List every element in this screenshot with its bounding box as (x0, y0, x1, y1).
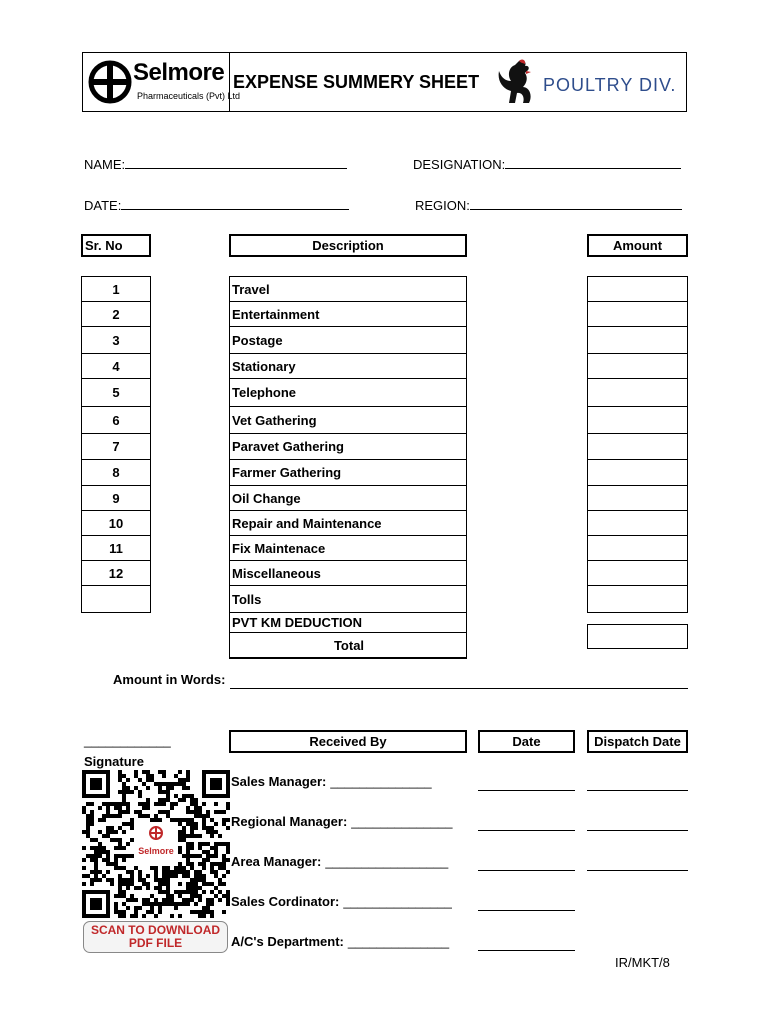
description-cell: Paravet Gathering (230, 434, 467, 460)
role-name: A/C's Department: (231, 934, 344, 949)
description-cell: Miscellaneous (230, 561, 467, 586)
name-field (84, 156, 347, 172)
sr-no-cell: 4 (82, 354, 151, 379)
role-signature-line[interactable]: ______________ (351, 814, 453, 829)
amount-cell[interactable] (588, 302, 688, 327)
name-label: NAME: (84, 157, 126, 172)
description-cell: Vet Gathering (230, 407, 467, 434)
pvt-km-cell: PVT KM DEDUCTION (230, 613, 467, 633)
role-name: Area Manager: (231, 854, 322, 869)
dispatch-date-line[interactable] (587, 830, 688, 831)
amount-cell[interactable] (588, 561, 688, 586)
role-signature-line[interactable]: _______________ (343, 894, 452, 909)
region-label: REGION: (415, 198, 470, 213)
description-cell: Stationary (230, 354, 467, 379)
amount-cell[interactable] (588, 460, 688, 486)
role-name: Sales Manager: (231, 774, 327, 789)
description-header: Description (229, 234, 467, 257)
qr-brand: Selmore (138, 846, 174, 856)
received-by-header: Received By (229, 730, 467, 753)
amount-cell[interactable] (588, 354, 688, 379)
region-field (415, 197, 682, 213)
designation-field (413, 156, 681, 172)
amount-cell[interactable] (588, 327, 688, 354)
signature-line[interactable]: ____________ (84, 733, 171, 748)
sr-no-column (81, 276, 151, 613)
signature-label: Signature (84, 754, 144, 769)
sr-no-cell: 12 (82, 561, 151, 586)
received-role-label (231, 934, 449, 949)
description-cell: Fix Maintenace (230, 536, 467, 561)
role-name: Regional Manager: (231, 814, 348, 829)
sr-no-cell: 1 (82, 277, 151, 302)
rooster-icon (489, 57, 541, 109)
date-line[interactable] (121, 197, 349, 210)
page-title: EXPENSE SUMMERY SHEET (233, 72, 480, 92)
role-signature-line[interactable]: ______________ (330, 774, 432, 789)
received-date-line[interactable] (478, 790, 575, 791)
designation-label: DESIGNATION: (413, 157, 506, 172)
amount-in-words-label: Amount in Words: (113, 672, 226, 687)
role-name: Sales Cordinator: (231, 894, 340, 909)
sr-no-cell: 9 (82, 486, 151, 511)
amount-header: Amount (587, 234, 688, 257)
received-date-line[interactable] (478, 870, 575, 871)
header-box (82, 52, 687, 112)
sr-no-header: Sr. No (81, 234, 151, 257)
role-signature-line[interactable]: _________________ (325, 854, 449, 869)
description-cell: Postage (230, 327, 467, 354)
amount-in-words-line[interactable] (230, 688, 688, 689)
designation-line[interactable] (505, 156, 681, 169)
received-role-label (231, 814, 453, 829)
description-cell: Repair and Maintenance (230, 511, 467, 536)
description-cell: Farmer Gathering (230, 460, 467, 486)
description-cell: Oil Change (230, 486, 467, 511)
description-column (229, 276, 467, 659)
division-name: POULTRY DIV. (543, 75, 677, 95)
received-role-label (231, 894, 452, 909)
total-amount-cell[interactable] (587, 624, 688, 649)
region-line[interactable] (470, 197, 682, 210)
amount-column (587, 276, 688, 613)
sr-no-cell: 10 (82, 511, 151, 536)
selmore-logo-icon (87, 59, 133, 105)
date-field (84, 197, 349, 213)
amount-cell[interactable] (588, 486, 688, 511)
description-cell: Tolls (230, 586, 467, 613)
received-role-label (231, 774, 432, 789)
sr-no-cell (82, 586, 151, 613)
received-role-label (231, 854, 448, 869)
sr-no-cell: 2 (82, 302, 151, 327)
name-line[interactable] (125, 156, 347, 169)
received-date-line[interactable] (478, 950, 575, 951)
sr-no-cell: 11 (82, 536, 151, 561)
description-cell: Travel (230, 277, 467, 302)
company-subtitle: Pharmaceuticals (Pvt) Ltd (137, 91, 241, 101)
sr-no-cell: 3 (82, 327, 151, 354)
date-label: DATE: (84, 198, 122, 213)
qr-code[interactable] (82, 770, 230, 918)
amount-cell[interactable] (588, 536, 688, 561)
sr-no-cell: 5 (82, 379, 151, 407)
sr-no-cell: 8 (82, 460, 151, 486)
qr-center-logo (134, 822, 178, 866)
selmore-mini-logo-icon (148, 825, 164, 841)
amount-cell[interactable] (588, 586, 688, 613)
dispatch-date-line[interactable] (587, 790, 688, 791)
description-cell: Entertainment (230, 302, 467, 327)
received-date-line[interactable] (478, 910, 575, 911)
total-cell: Total (230, 633, 467, 659)
role-signature-line[interactable]: ______________ (347, 934, 450, 949)
company-logo (83, 53, 241, 111)
form-code: IR/MKT/8 (615, 955, 670, 970)
scan-download-button[interactable]: SCAN TO DOWNLOAD PDF FILE (83, 921, 228, 953)
sr-no-cell: 6 (82, 407, 151, 434)
dispatch-date-line[interactable] (587, 870, 688, 871)
amount-cell[interactable] (588, 379, 688, 407)
sr-no-cell: 7 (82, 434, 151, 460)
amount-cell[interactable] (588, 277, 688, 302)
dispatch-date-header: Dispatch Date (587, 730, 688, 753)
received-date-header: Date (478, 730, 575, 753)
description-cell: Telephone (230, 379, 467, 407)
amount-cell[interactable] (588, 511, 688, 536)
company-name: Selmore (133, 59, 225, 86)
amount-cell[interactable] (588, 407, 688, 434)
received-date-line[interactable] (478, 830, 575, 831)
amount-cell[interactable] (588, 434, 688, 460)
